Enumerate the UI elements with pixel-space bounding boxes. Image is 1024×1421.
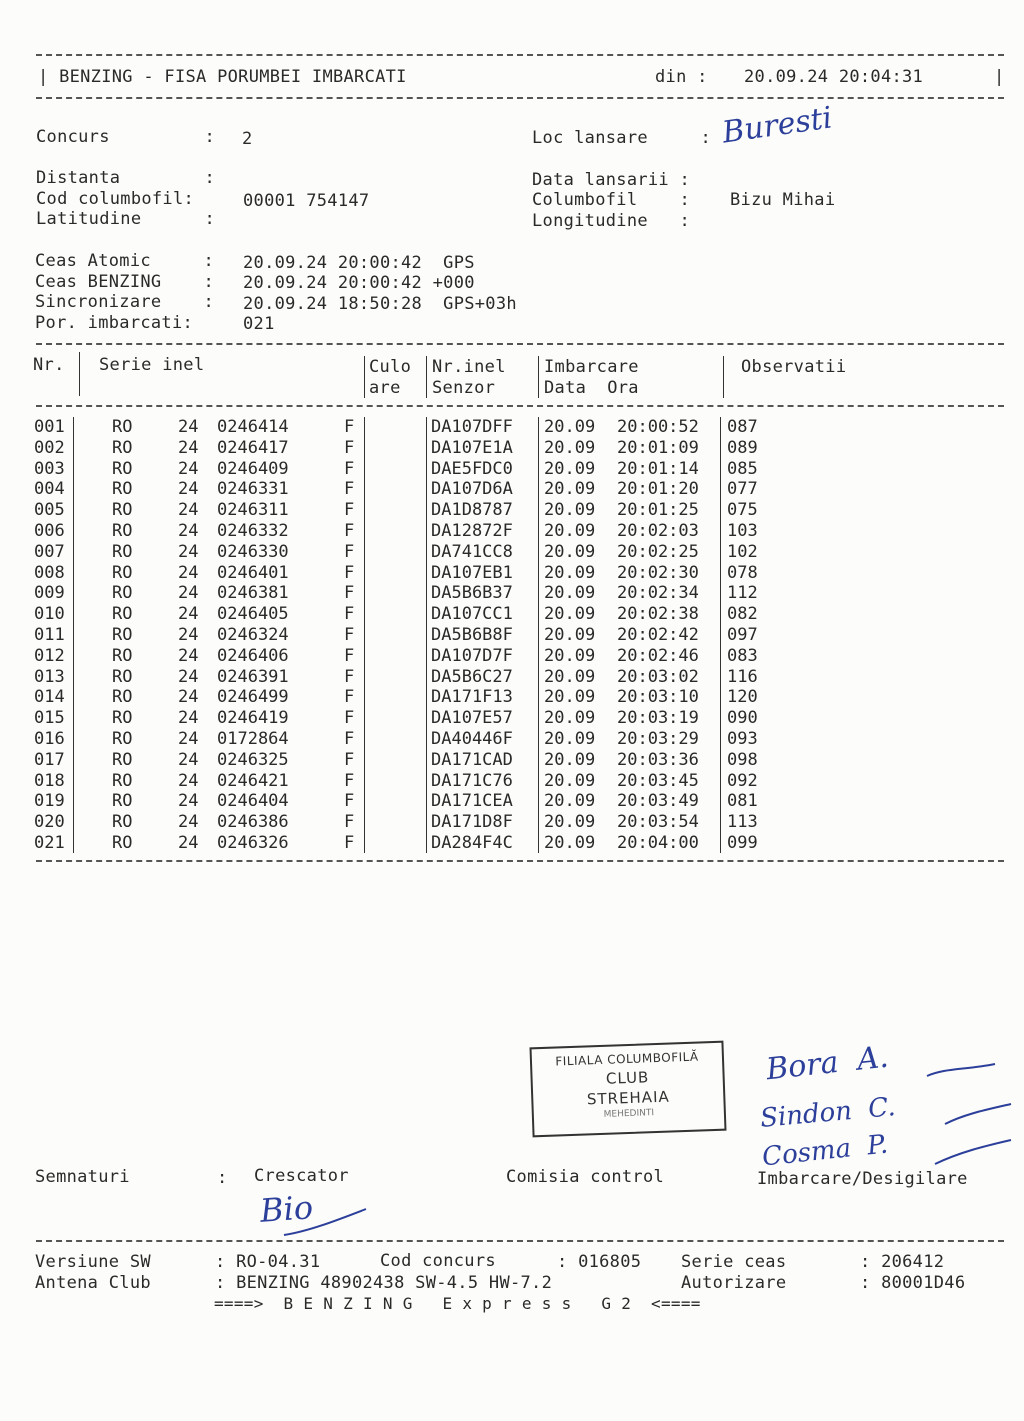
cell-year: 24 — [178, 437, 199, 458]
cell-date: 20.09 — [544, 708, 596, 729]
cell-sex: F — [344, 541, 355, 562]
cell-observatii: 075 — [727, 500, 758, 521]
cell-nr: 005 — [34, 500, 65, 521]
crescator-signature: Bio — [258, 1188, 315, 1230]
loc-lansare-handwritten: Buresti — [720, 100, 835, 151]
cell-date: 20.09 — [544, 625, 596, 645]
table-row — [0, 459, 1024, 480]
cell-ring-number: 0246401 — [217, 562, 289, 583]
cell-sensor: DAE5FDC0 — [431, 458, 513, 479]
divider — [36, 97, 1004, 99]
cell-observatii: 093 — [727, 729, 758, 749]
cell-observatii: 098 — [727, 749, 758, 770]
cell-ring-number: 0246419 — [217, 708, 289, 729]
cell-nr: 006 — [34, 521, 65, 541]
autorizare-value: : 80001D46 — [860, 1273, 966, 1293]
table-row — [0, 791, 1024, 812]
cell-observatii: 085 — [727, 458, 758, 479]
cell-time: 20:02:03 — [617, 521, 699, 541]
cell-time: 20:03:54 — [617, 812, 699, 833]
cell-year: 24 — [178, 583, 199, 604]
committee-signature-sindon: Sindon C. — [758, 1092, 897, 1134]
committee-signature-cosma: Cosma P. — [760, 1129, 890, 1173]
cell-sex: F — [344, 708, 355, 729]
cell-date: 20.09 — [544, 562, 596, 583]
column-rule — [723, 356, 724, 398]
cell-country: RO — [112, 479, 133, 500]
committee-signature-bora: Bora A. — [764, 1039, 891, 1088]
table-row — [0, 479, 1024, 500]
cell-year: 24 — [178, 458, 199, 479]
col-header-data-ora: Data Ora — [544, 378, 639, 398]
concurs-value: 2 — [242, 129, 253, 149]
table-row — [0, 812, 1024, 833]
cell-nr: 011 — [34, 625, 65, 645]
cell-sex: F — [344, 666, 355, 687]
cell-nr: 001 — [34, 417, 65, 437]
loc-lansare-label: Loc lansare : — [532, 128, 712, 148]
cell-observatii: 092 — [727, 770, 758, 791]
cell-time: 20:03:10 — [617, 687, 699, 708]
cell-nr: 013 — [34, 666, 65, 687]
cell-observatii: 113 — [727, 812, 758, 833]
cell-sex: F — [344, 458, 355, 479]
cell-date: 20.09 — [544, 729, 596, 749]
cell-nr: 014 — [34, 687, 65, 708]
table-row — [0, 646, 1024, 667]
cell-date: 20.09 — [544, 458, 596, 479]
cell-time: 20:03:49 — [617, 791, 699, 812]
ceas-atomic-value: 20.09.24 20:00:42 GPS — [243, 253, 475, 273]
cell-time: 20:00:52 — [617, 417, 699, 437]
cell-country: RO — [112, 791, 133, 812]
cell-ring-number: 0246405 — [217, 604, 289, 625]
cell-sex: F — [344, 833, 355, 853]
cell-date: 20.09 — [544, 583, 596, 604]
column-rule — [426, 356, 427, 398]
cell-sex: F — [344, 749, 355, 770]
cell-sensor: DA107DFF — [431, 417, 513, 437]
cell-sex: F — [344, 562, 355, 583]
column-rule — [79, 352, 80, 396]
cell-year: 24 — [178, 708, 199, 729]
cell-year: 24 — [178, 479, 199, 500]
cell-observatii: 112 — [727, 583, 758, 604]
table-row — [0, 750, 1024, 771]
cell-ring-number: 0246332 — [217, 521, 289, 541]
cell-observatii: 089 — [727, 437, 758, 458]
table-row — [0, 563, 1024, 584]
sincronizare-value: 20.09.24 18:50:28 GPS+03h — [243, 294, 517, 314]
cell-nr: 015 — [34, 708, 65, 729]
serie-ceas-value: : 206412 — [860, 1252, 945, 1272]
cell-year: 24 — [178, 521, 199, 541]
cell-observatii: 087 — [727, 417, 758, 437]
stamp-line: CLUB — [605, 1068, 650, 1088]
col-header-nr-inel: Nr.inel — [432, 357, 506, 377]
antena-club-value: : BENZING 48902438 SW-4.5 HW-7.2 — [215, 1273, 553, 1293]
cell-sex: F — [344, 687, 355, 708]
cell-date: 20.09 — [544, 479, 596, 500]
signature-scribbles — [915, 1040, 1015, 1160]
cell-nr: 002 — [34, 437, 65, 458]
cell-sensor: DA107EB1 — [431, 562, 513, 583]
cell-country: RO — [112, 833, 133, 853]
table-row — [0, 583, 1024, 604]
cell-sex: F — [344, 729, 355, 749]
col-header-culoare-2: are — [369, 378, 401, 398]
cell-nr: 021 — [34, 833, 65, 853]
cell-nr: 004 — [34, 479, 65, 500]
cell-year: 24 — [178, 666, 199, 687]
divider — [36, 343, 1004, 345]
cell-sensor: DA107E1A — [431, 437, 513, 458]
cell-nr: 003 — [34, 458, 65, 479]
latitudine-label: Latitudine : — [36, 209, 216, 229]
table-row — [0, 667, 1024, 688]
semnaturi-colon: : — [217, 1168, 228, 1188]
cell-observatii: 103 — [727, 521, 758, 541]
cell-date: 20.09 — [544, 833, 596, 853]
cell-observatii: 082 — [727, 604, 758, 625]
cell-sex: F — [344, 604, 355, 625]
club-stamp — [529, 1041, 726, 1138]
table-row — [0, 687, 1024, 708]
cell-nr: 010 — [34, 604, 65, 625]
col-header-imbarcare: Imbarcare — [544, 357, 639, 377]
table-row — [0, 625, 1024, 646]
data-lansarii-label: Data lansarii : — [532, 170, 691, 190]
cell-sex: F — [344, 791, 355, 812]
stamp-line: STREHAIA — [586, 1087, 671, 1109]
cell-sensor: DA5B6C27 — [431, 666, 513, 687]
cell-observatii: 099 — [727, 833, 758, 853]
versiune-sw-label: Versiune SW — [35, 1252, 151, 1272]
table-row — [0, 542, 1024, 563]
cell-country: RO — [112, 666, 133, 687]
cell-ring-number: 0246391 — [217, 666, 289, 687]
cell-date: 20.09 — [544, 541, 596, 562]
cell-sex: F — [344, 521, 355, 541]
crescator-label: Crescator — [254, 1166, 349, 1186]
cell-nr: 009 — [34, 583, 65, 604]
versiune-sw-value: : RO-04.31 — [215, 1252, 321, 1272]
cod-concurs-value: : 016805 — [557, 1252, 642, 1272]
cell-sex: F — [344, 417, 355, 437]
cell-ring-number: 0246414 — [217, 417, 289, 437]
cell-time: 20:02:34 — [617, 583, 699, 604]
cell-ring-number: 0246331 — [217, 479, 289, 500]
cell-sensor: DA107E57 — [431, 708, 513, 729]
table-row — [0, 833, 1024, 854]
stamp-line: MEHEDINTI — [603, 1108, 655, 1120]
cell-nr: 008 — [34, 562, 65, 583]
col-header-observatii: Observatii — [741, 357, 847, 377]
cell-year: 24 — [178, 645, 199, 666]
cell-ring-number: 0246406 — [217, 645, 289, 666]
cell-ring-number: 0246499 — [217, 687, 289, 708]
crescator-signature-stroke — [280, 1205, 370, 1245]
column-rule — [538, 356, 539, 398]
cell-country: RO — [112, 437, 133, 458]
cell-sex: F — [344, 625, 355, 645]
serie-ceas-label: Serie ceas — [681, 1252, 787, 1272]
cell-nr: 012 — [34, 645, 65, 666]
cell-sex: F — [344, 812, 355, 833]
cell-ring-number: 0246409 — [217, 458, 289, 479]
cell-country: RO — [112, 687, 133, 708]
cell-year: 24 — [178, 500, 199, 521]
cell-observatii: 083 — [727, 645, 758, 666]
cell-observatii: 090 — [727, 708, 758, 729]
benzing-express-banner: ====> B E N Z I N G E x p r e s s G 2 <==== — [214, 1294, 701, 1313]
ceas-benzing-value: 20.09.24 20:00:42 +000 — [243, 273, 475, 293]
cell-year: 24 — [178, 833, 199, 853]
cell-sensor: DA284F4C — [431, 833, 513, 853]
table-row — [0, 521, 1024, 542]
cell-country: RO — [112, 729, 133, 749]
cell-time: 20:03:29 — [617, 729, 699, 749]
stamp-line: FILIALA COLUMBOFILĂ — [555, 1049, 699, 1069]
divider — [36, 860, 1004, 862]
cell-sensor: DA171C76 — [431, 770, 513, 791]
antena-club-label: Antena Club — [35, 1273, 151, 1293]
cell-sensor: DA5B6B8F — [431, 625, 513, 645]
cell-observatii: 102 — [727, 541, 758, 562]
cell-country: RO — [112, 583, 133, 604]
col-header-serie-inel: Serie inel — [99, 355, 205, 375]
cell-ring-number: 0172864 — [217, 729, 289, 749]
cell-ring-number: 0246325 — [217, 749, 289, 770]
cell-sensor: DA171D8F — [431, 812, 513, 833]
cell-country: RO — [112, 458, 133, 479]
cell-time: 20:01:09 — [617, 437, 699, 458]
cell-year: 24 — [178, 770, 199, 791]
cell-ring-number: 0246324 — [217, 625, 289, 645]
longitudine-label: Longitudine : — [532, 211, 691, 231]
cell-time: 20:03:36 — [617, 749, 699, 770]
cell-sex: F — [344, 645, 355, 666]
cod-concurs-label: Cod concurs — [380, 1251, 496, 1271]
columbofil-value: Bizu Mihai — [730, 190, 836, 210]
cell-observatii: 097 — [727, 625, 758, 645]
table-row — [0, 438, 1024, 459]
cell-year: 24 — [178, 562, 199, 583]
cell-country: RO — [112, 645, 133, 666]
sincronizare-label: Sincronizare : — [35, 292, 215, 312]
cell-date: 20.09 — [544, 604, 596, 625]
cell-date: 20.09 — [544, 812, 596, 833]
col-header-nr: Nr. — [33, 355, 65, 375]
cell-time: 20:03:02 — [617, 666, 699, 687]
cell-ring-number: 0246330 — [217, 541, 289, 562]
cell-time: 20:03:45 — [617, 770, 699, 791]
cell-date: 20.09 — [544, 770, 596, 791]
cell-sex: F — [344, 437, 355, 458]
cell-sensor: DA107CC1 — [431, 604, 513, 625]
column-rule — [364, 356, 365, 398]
cell-time: 20:01:25 — [617, 500, 699, 521]
cell-country: RO — [112, 500, 133, 521]
cell-time: 20:04:00 — [617, 833, 699, 853]
cod-columbofil-label: Cod columbofil: — [36, 189, 195, 209]
cell-sensor: DA12872F — [431, 521, 513, 541]
table-row — [0, 604, 1024, 625]
header-end-bar: | — [994, 67, 1005, 87]
cell-sensor: DA171CAD — [431, 749, 513, 770]
table-row — [0, 771, 1024, 792]
cell-year: 24 — [178, 791, 199, 812]
document-title: | BENZING - FISA PORUMBEI IMBARCATI — [38, 67, 407, 87]
col-header-culoare: Culo — [369, 357, 412, 377]
cell-year: 24 — [178, 417, 199, 437]
cod-columbofil-value: 00001 754147 — [243, 191, 370, 211]
cell-date: 20.09 — [544, 749, 596, 770]
cell-nr: 017 — [34, 749, 65, 770]
cell-country: RO — [112, 770, 133, 791]
table-row — [0, 729, 1024, 750]
cell-sensor: DA741CC8 — [431, 541, 513, 562]
cell-date: 20.09 — [544, 687, 596, 708]
cell-sensor: DA107D6A — [431, 479, 513, 500]
cell-date: 20.09 — [544, 500, 596, 521]
cell-observatii: 081 — [727, 791, 758, 812]
cell-time: 20:02:38 — [617, 604, 699, 625]
table-row — [0, 500, 1024, 521]
divider — [36, 405, 1004, 407]
cell-sex: F — [344, 583, 355, 604]
cell-year: 24 — [178, 729, 199, 749]
cell-sensor: DA107D7F — [431, 645, 513, 666]
divider — [36, 54, 1004, 56]
distanta-label: Distanta : — [36, 168, 216, 188]
porumbei-imbarcati-label: Por. imbarcati: — [35, 313, 194, 333]
cell-time: 20:02:30 — [617, 562, 699, 583]
autorizare-label: Autorizare — [681, 1273, 787, 1293]
cell-ring-number: 0246421 — [217, 770, 289, 791]
cell-date: 20.09 — [544, 666, 596, 687]
porumbei-imbarcati-value: 021 — [243, 314, 275, 334]
concurs-label: Concurs : — [36, 127, 216, 147]
cell-date: 20.09 — [544, 437, 596, 458]
cell-country: RO — [112, 521, 133, 541]
cell-observatii: 078 — [727, 562, 758, 583]
cell-time: 20:02:25 — [617, 541, 699, 562]
cell-sex: F — [344, 479, 355, 500]
imbarcare-desigilare-label: Imbarcare/Desigilare — [757, 1169, 968, 1189]
cell-ring-number: 0246311 — [217, 500, 289, 521]
cell-time: 20:02:42 — [617, 625, 699, 645]
cell-year: 24 — [178, 812, 199, 833]
cell-ring-number: 0246326 — [217, 833, 289, 853]
cell-sensor: DA5B6B37 — [431, 583, 513, 604]
cell-sensor: DA171CEA — [431, 791, 513, 812]
ceas-benzing-label: Ceas BENZING : — [35, 272, 215, 292]
cell-nr: 019 — [34, 791, 65, 812]
cell-date: 20.09 — [544, 417, 596, 437]
cell-ring-number: 0246417 — [217, 437, 289, 458]
cell-observatii: 077 — [727, 479, 758, 500]
cell-ring-number: 0246386 — [217, 812, 289, 833]
cell-sex: F — [344, 770, 355, 791]
columbofil-label: Columbofil : — [532, 190, 691, 210]
cell-observatii: 116 — [727, 666, 758, 687]
cell-date: 20.09 — [544, 791, 596, 812]
cell-nr: 018 — [34, 770, 65, 791]
table-row — [0, 417, 1024, 438]
cell-observatii: 120 — [727, 687, 758, 708]
cell-country: RO — [112, 417, 133, 437]
cell-country: RO — [112, 625, 133, 645]
ceas-atomic-label: Ceas Atomic : — [35, 251, 215, 271]
cell-ring-number: 0246381 — [217, 583, 289, 604]
cell-year: 24 — [178, 625, 199, 645]
cell-year: 24 — [178, 749, 199, 770]
divider — [36, 1240, 1004, 1242]
cell-sensor: DA40446F — [431, 729, 513, 749]
cell-time: 20:01:14 — [617, 458, 699, 479]
cell-sensor: DA171F13 — [431, 687, 513, 708]
cell-ring-number: 0246404 — [217, 791, 289, 812]
cell-country: RO — [112, 604, 133, 625]
print-timestamp: 20.09.24 20:04:31 — [744, 67, 924, 87]
cell-country: RO — [112, 562, 133, 583]
cell-date: 20.09 — [544, 645, 596, 666]
cell-country: RO — [112, 708, 133, 729]
din-label: din : — [655, 67, 708, 87]
cell-time: 20:01:20 — [617, 479, 699, 500]
cell-nr: 016 — [34, 729, 65, 749]
cell-country: RO — [112, 541, 133, 562]
cell-time: 20:03:19 — [617, 708, 699, 729]
table-row — [0, 708, 1024, 729]
col-header-senzor: Senzor — [432, 378, 496, 398]
cell-nr: 007 — [34, 541, 65, 562]
cell-sensor: DA1D8787 — [431, 500, 513, 521]
comisia-control-label: Comisia control — [506, 1167, 665, 1187]
cell-sex: F — [344, 500, 355, 521]
cell-date: 20.09 — [544, 521, 596, 541]
cell-country: RO — [112, 749, 133, 770]
semnaturi-label: Semnaturi — [35, 1167, 130, 1187]
cell-year: 24 — [178, 604, 199, 625]
cell-year: 24 — [178, 687, 199, 708]
cell-time: 20:02:46 — [617, 645, 699, 666]
cell-country: RO — [112, 812, 133, 833]
cell-year: 24 — [178, 541, 199, 562]
cell-nr: 020 — [34, 812, 65, 833]
